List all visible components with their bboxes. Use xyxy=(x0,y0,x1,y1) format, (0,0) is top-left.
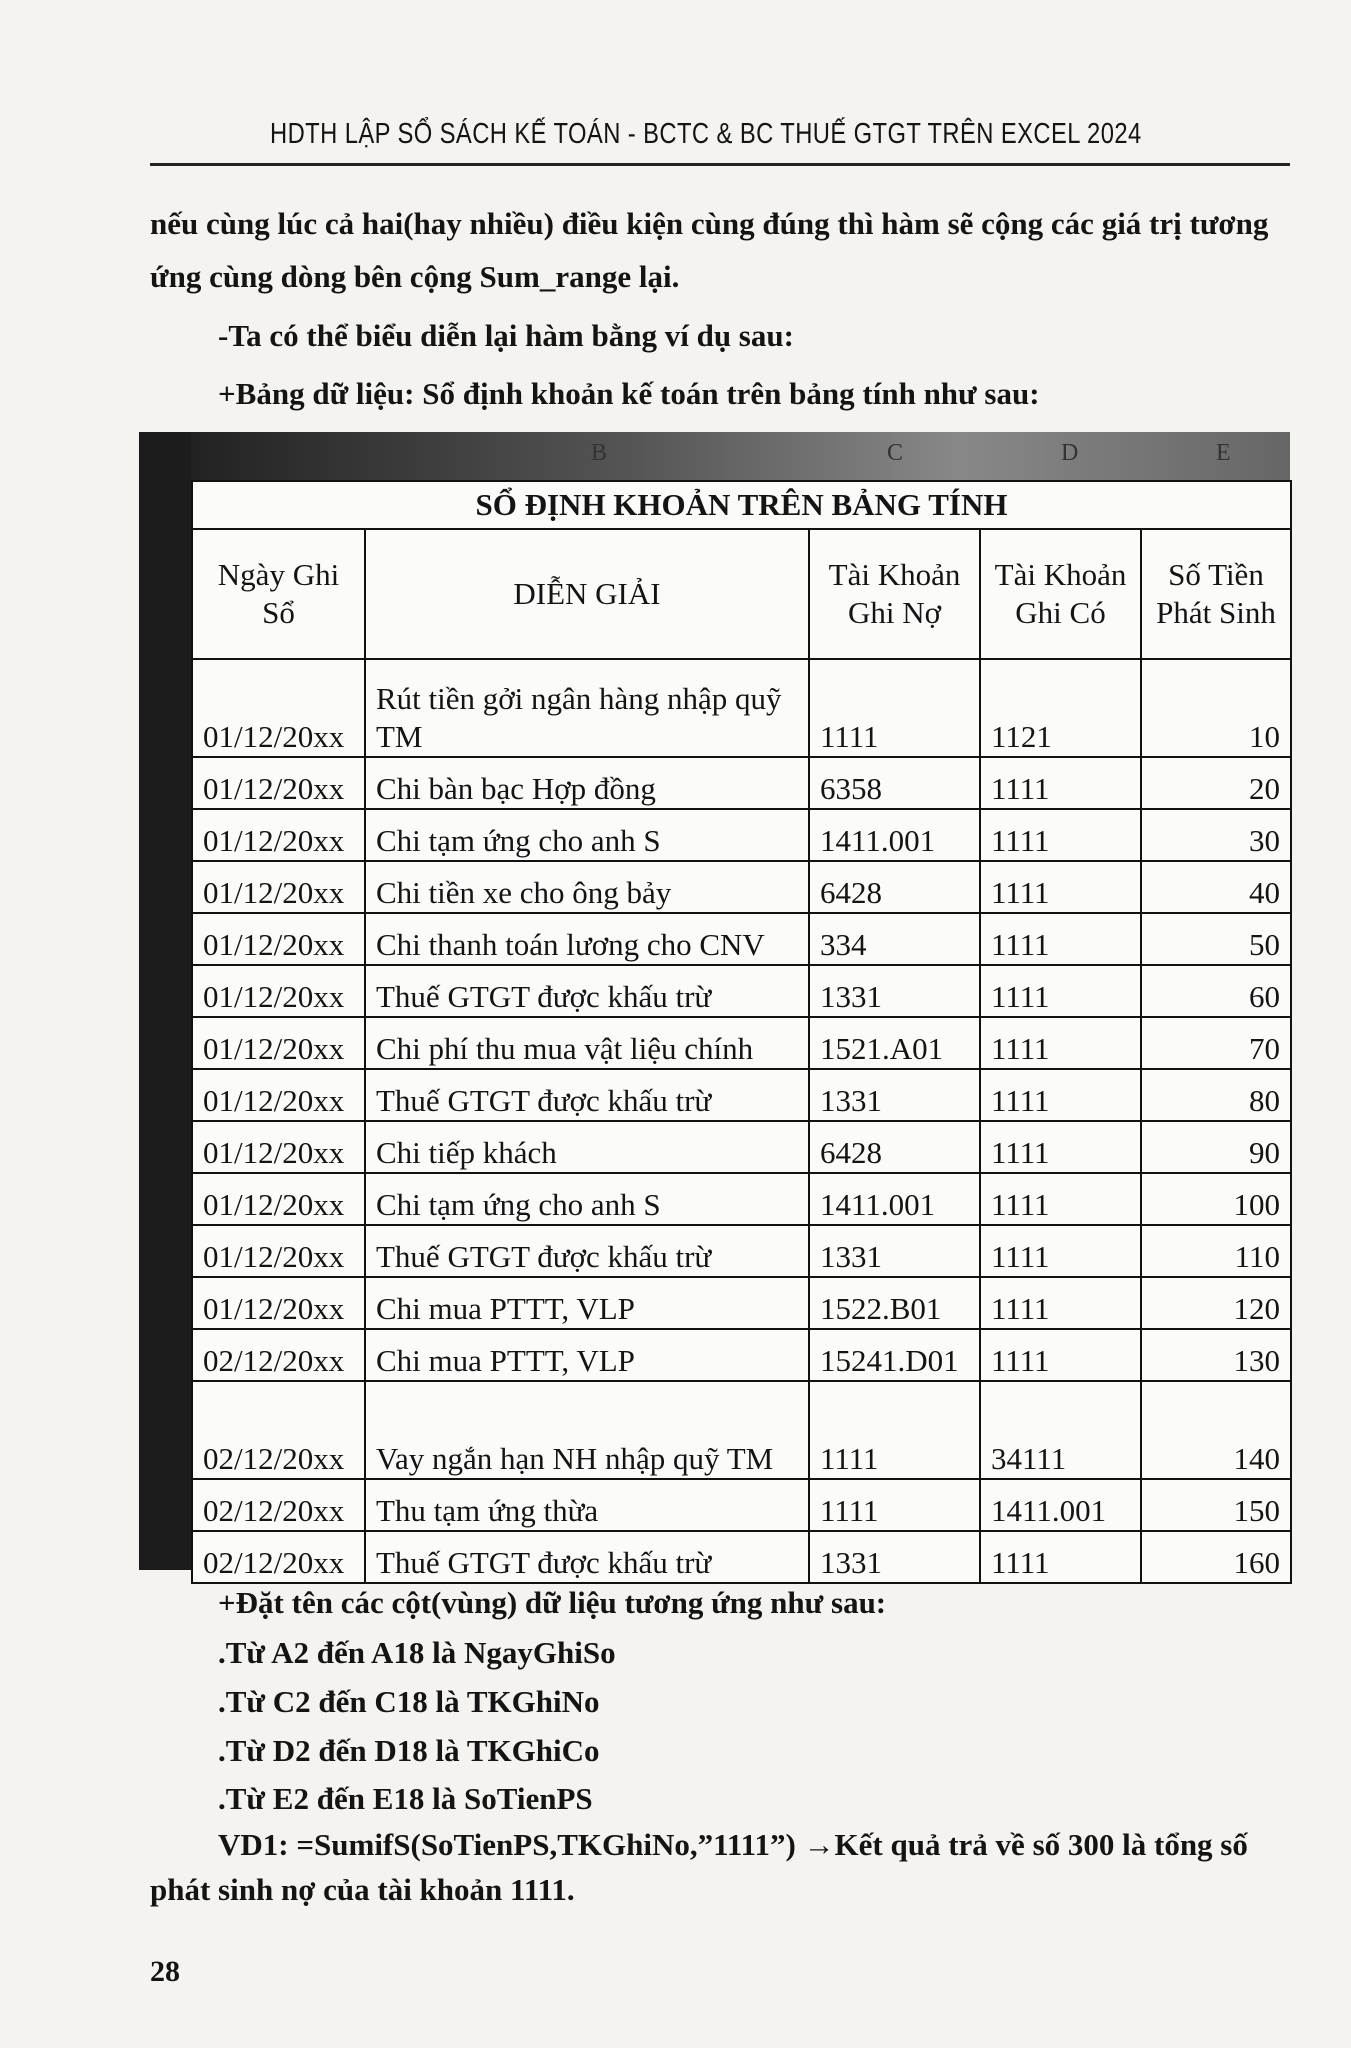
description-cell: Chi tiền xe cho ông bảy xyxy=(365,861,809,913)
date-cell: 01/12/20xx xyxy=(192,1277,365,1329)
amount-cell: 140 xyxy=(1141,1381,1291,1479)
description-cell: Chi mua PTTT, VLP xyxy=(365,1277,809,1329)
table-row xyxy=(192,1531,1291,1583)
date-cell: 01/12/20xx xyxy=(192,1017,365,1069)
debit-account-cell: 1522.B01 xyxy=(809,1277,980,1329)
amount-cell: 40 xyxy=(1141,861,1291,913)
table-row xyxy=(192,809,1291,861)
table-row xyxy=(192,659,1291,757)
date-cell: 01/12/20xx xyxy=(192,1225,365,1277)
debit-account-cell: 1411.001 xyxy=(809,809,980,861)
date-cell: 02/12/20xx xyxy=(192,1381,365,1479)
column-letter: C xyxy=(887,440,904,466)
date-cell: 02/12/20xx xyxy=(192,1329,365,1381)
amount-cell: 60 xyxy=(1141,965,1291,1017)
description-cell: Vay ngắn hạn NH nhập quỹ TM xyxy=(365,1381,809,1479)
amount-cell: 20 xyxy=(1141,757,1291,809)
debit-account-cell: 6358 xyxy=(809,757,980,809)
column-letter: D xyxy=(1061,440,1079,466)
table-row xyxy=(192,1479,1291,1531)
text-line: VD1: =SumifS(SoTienPS,TKGhiNo,”1111”) →Kết quả trả về số 300 là tổng số xyxy=(218,1827,1248,1862)
amount-cell: 100 xyxy=(1141,1173,1291,1225)
credit-account-cell: 1121 xyxy=(980,659,1141,757)
debit-account-cell: 15241.D01 xyxy=(809,1329,980,1381)
description-cell: Chi tiếp khách xyxy=(365,1121,809,1173)
date-cell: 02/12/20xx xyxy=(192,1531,365,1583)
credit-account-cell: 1111 xyxy=(980,757,1141,809)
date-cell: 01/12/20xx xyxy=(192,1121,365,1173)
credit-account-cell: 1111 xyxy=(980,965,1141,1017)
credit-account-cell: 34111 xyxy=(980,1381,1141,1479)
intro-line: nếu cùng lúc cả hai(hay nhiều) điều kiện cùng đúng thì hàm sẽ cộng các giá trị tương xyxy=(150,206,1269,241)
amount-cell: 70 xyxy=(1141,1017,1291,1069)
debit-account-cell: 334 xyxy=(809,913,980,965)
amount-cell: 50 xyxy=(1141,913,1291,965)
text-line: .Từ E2 đến E18 là SoTienPS xyxy=(218,1781,593,1816)
amount-cell: 130 xyxy=(1141,1329,1291,1381)
debit-account-cell: 1331 xyxy=(809,1069,980,1121)
credit-account-cell: 1111 xyxy=(980,1017,1141,1069)
text-line: +Đặt tên các cột(vùng) dữ liệu tương ứng như sau: xyxy=(218,1585,887,1620)
description-cell: Thuế GTGT được khấu trừ xyxy=(365,965,809,1017)
date-cell: 01/12/20xx xyxy=(192,659,365,757)
column-header: Tài Khoản Ghi Có xyxy=(980,529,1141,659)
date-cell: 01/12/20xx xyxy=(192,809,365,861)
description-cell: Chi mua PTTT, VLP xyxy=(365,1329,809,1381)
debit-account-cell: 1331 xyxy=(809,1531,980,1583)
debit-account-cell: 1331 xyxy=(809,965,980,1017)
amount-cell: 10 xyxy=(1141,659,1291,757)
page-number: 28 xyxy=(150,1955,180,1988)
date-cell: 01/12/20xx xyxy=(192,1173,365,1225)
debit-account-cell: 1331 xyxy=(809,1225,980,1277)
text-line: .Từ C2 đến C18 là TKGhiNo xyxy=(218,1684,600,1719)
table-row xyxy=(192,1225,1291,1277)
column-header: DIỄN GIẢI xyxy=(365,529,809,659)
table-title: SỔ ĐỊNH KHOẢN TRÊN BẢNG TÍNH xyxy=(192,481,1291,529)
credit-account-cell: 1111 xyxy=(980,1225,1141,1277)
credit-account-cell: 1111 xyxy=(980,1121,1141,1173)
credit-account-cell: 1111 xyxy=(980,1173,1141,1225)
table-row xyxy=(192,1069,1291,1121)
description-cell: Chi bàn bạc Hợp đồng xyxy=(365,757,809,809)
column-header: Số Tiền Phát Sinh xyxy=(1141,529,1291,659)
debit-account-cell: 6428 xyxy=(809,861,980,913)
description-cell: Thu tạm ứng thừa xyxy=(365,1479,809,1531)
amount-cell: 150 xyxy=(1141,1479,1291,1531)
credit-account-cell: 1411.001 xyxy=(980,1479,1141,1531)
date-cell: 01/12/20xx xyxy=(192,965,365,1017)
table-header-row xyxy=(192,529,1291,659)
credit-account-cell: 1111 xyxy=(980,1277,1141,1329)
debit-account-cell: 1521.A01 xyxy=(809,1017,980,1069)
credit-account-cell: 1111 xyxy=(980,1069,1141,1121)
table-row xyxy=(192,1277,1291,1329)
text-line: .Từ D2 đến D18 là TKGhiCo xyxy=(218,1733,600,1768)
table-row xyxy=(192,861,1291,913)
text-line: .Từ A2 đến A18 là NgayGhiSo xyxy=(218,1635,616,1670)
amount-cell: 160 xyxy=(1141,1531,1291,1583)
intro-line: -Ta có thể biểu diễn lại hàm bằng ví dụ sau: xyxy=(218,318,794,353)
credit-account-cell: 1111 xyxy=(980,913,1141,965)
header-rule xyxy=(150,163,1290,166)
date-cell: 01/12/20xx xyxy=(192,757,365,809)
table-row xyxy=(192,1121,1291,1173)
amount-cell: 80 xyxy=(1141,1069,1291,1121)
column-header-bar xyxy=(191,432,1290,480)
description-cell: Thuế GTGT được khấu trừ xyxy=(365,1069,809,1121)
table-row xyxy=(192,1173,1291,1225)
description-cell: Chi phí thu mua vật liệu chính xyxy=(365,1017,809,1069)
date-cell: 01/12/20xx xyxy=(192,861,365,913)
amount-cell: 90 xyxy=(1141,1121,1291,1173)
text-line: phát sinh nợ của tài khoản 1111. xyxy=(150,1872,575,1907)
amount-cell: 30 xyxy=(1141,809,1291,861)
column-header: Tài Khoản Ghi Nợ xyxy=(809,529,980,659)
table-row xyxy=(192,913,1291,965)
debit-account-cell: 1411.001 xyxy=(809,1173,980,1225)
amount-cell: 120 xyxy=(1141,1277,1291,1329)
ledger-table xyxy=(191,480,1292,1584)
column-letter: B xyxy=(591,440,608,466)
table-row xyxy=(192,757,1291,809)
description-cell: Chi thanh toán lương cho CNV xyxy=(365,913,809,965)
description-cell: Thuế GTGT được khấu trừ xyxy=(365,1531,809,1583)
intro-line: +Bảng dữ liệu: Sổ định khoản kế toán trên bảng tính như sau: xyxy=(218,376,1040,411)
date-cell: 02/12/20xx xyxy=(192,1479,365,1531)
table-row xyxy=(192,965,1291,1017)
debit-account-cell: 6428 xyxy=(809,1121,980,1173)
description-cell: Chi tạm ứng cho anh S xyxy=(365,1173,809,1225)
table-row xyxy=(192,1381,1291,1479)
amount-cell: 110 xyxy=(1141,1225,1291,1277)
credit-account-cell: 1111 xyxy=(980,1531,1141,1583)
debit-account-cell: 1111 xyxy=(809,1479,980,1531)
table-row xyxy=(192,1017,1291,1069)
table-row xyxy=(192,1329,1291,1381)
credit-account-cell: 1111 xyxy=(980,809,1141,861)
description-cell: Rút tiền gởi ngân hàng nhập quỹ TM xyxy=(365,659,809,757)
running-header: HDTH LẬP SỔ SÁCH KẾ TOÁN - BCTC & BC THUẾ GTGT TRÊN EXCEL 2024 xyxy=(270,118,1142,150)
debit-account-cell: 1111 xyxy=(809,659,980,757)
spreadsheet-image xyxy=(139,432,1290,1580)
description-cell: Thuế GTGT được khấu trừ xyxy=(365,1225,809,1277)
date-cell: 01/12/20xx xyxy=(192,913,365,965)
debit-account-cell: 1111 xyxy=(809,1381,980,1479)
credit-account-cell: 1111 xyxy=(980,1329,1141,1381)
column-letter: E xyxy=(1216,440,1231,466)
description-cell: Chi tạm ứng cho anh S xyxy=(365,809,809,861)
credit-account-cell: 1111 xyxy=(980,861,1141,913)
intro-line: ứng cùng dòng bên cộng Sum_range lại. xyxy=(150,259,680,294)
column-header: Ngày Ghi Sổ xyxy=(192,529,365,659)
date-cell: 01/12/20xx xyxy=(192,1069,365,1121)
